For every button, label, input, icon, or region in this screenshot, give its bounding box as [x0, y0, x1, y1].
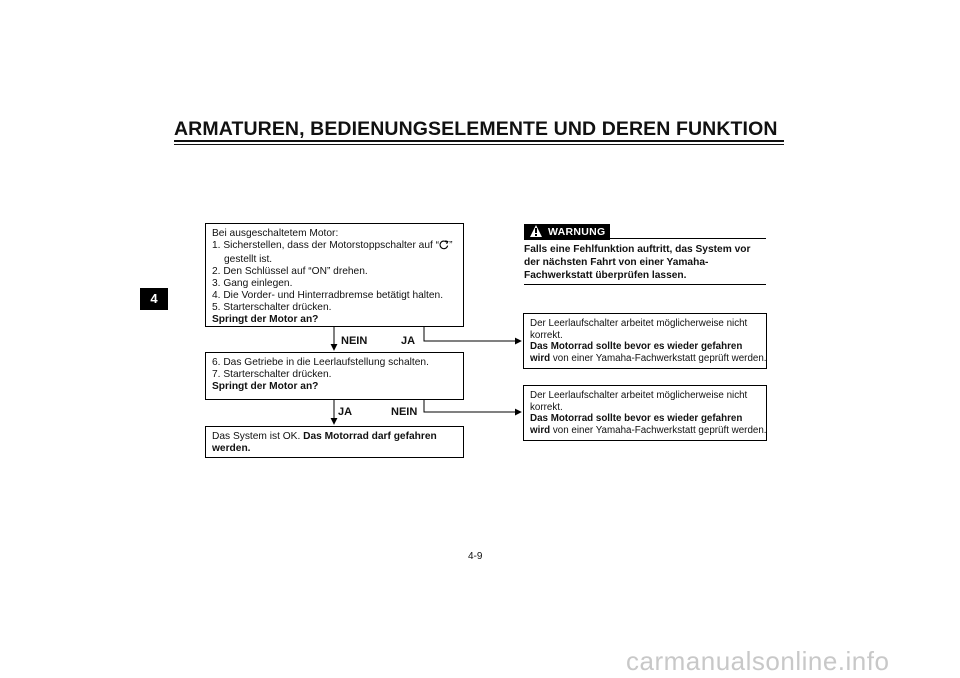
flow-box-system-ok — [205, 426, 464, 458]
box1-step1-cont: gestellt ist. — [224, 254, 273, 265]
branch1-ja-label: JA — [401, 335, 416, 347]
box2-step6: 6. Das Getriebe in die Leerlaufstellung schalten. — [212, 357, 429, 368]
result2-line2: korrekt. — [530, 401, 563, 413]
chapter-tab: 4 — [140, 288, 168, 310]
warning-rule-bottom — [524, 284, 766, 285]
result-box-2 — [523, 385, 767, 441]
branch1-nein-label: NEIN — [341, 335, 368, 347]
result2-line3: Das Motorrad sollte bevor es wieder gefahren — [530, 413, 743, 424]
flow-box-step6-7 — [205, 352, 464, 400]
arrow-box1-to-result1 — [424, 327, 521, 341]
result1-line3: Das Motorrad sollte bevor es wieder gefahren — [530, 341, 743, 352]
box2-step7: 7. Starterschalter drücken. — [212, 369, 332, 380]
watermark: carmanualsonline.info — [626, 646, 890, 676]
arrow-box2-to-result2 — [424, 400, 521, 412]
result1-line2: korrekt. — [530, 329, 563, 341]
box1-question: Springt der Motor an? — [212, 314, 319, 325]
box1-intro: Bei ausgeschaltetem Motor: — [212, 228, 339, 239]
result2-line1: Der Leerlaufschalter arbeitet möglicherweise nicht — [530, 390, 748, 401]
result-box-1 — [523, 313, 767, 369]
warning-rule-top — [610, 238, 766, 239]
warning-label: WARNUNG — [548, 226, 606, 238]
warning-text: Falls eine Fehlfunktion auftritt, das System vor der nächsten Fahrt von einer Yamaha-Fachwerkstatt überprüfen lassen. — [524, 244, 751, 281]
branch2-nein-label: NEIN — [391, 406, 418, 418]
box3-line2: werden. — [212, 443, 251, 454]
result2-line4: wird von einer Yamaha-Fachwerkstatt geprüft werden. — [530, 424, 767, 436]
box1-step4: 4. Die Vorder- und Hinterradbremse betätigt halten. — [212, 290, 444, 301]
engine-stop-switch-icon — [439, 240, 449, 254]
flow-box-step1-5 — [205, 223, 464, 327]
box1-step1: 1. Sicherstellen, dass der Motorstoppschalter auf “ ” — [212, 240, 457, 254]
box1-step2: 2. Den Schlüssel auf “ON” drehen. — [212, 266, 368, 277]
box1-step3: 3. Gang einlegen. — [212, 278, 293, 289]
result1-line4: wird von einer Yamaha-Fachwerkstatt geprüft werden. — [530, 352, 767, 364]
box1-step5: 5. Starterschalter drücken. — [212, 302, 332, 313]
result1-line1: Der Leerlaufschalter arbeitet möglicherweise nicht — [530, 318, 748, 329]
page-number: 4-9 — [468, 551, 483, 562]
warning-badge — [524, 224, 610, 240]
box2-question: Springt der Motor an? — [212, 381, 319, 392]
page-title: ARMATUREN, BEDIENUNGSELEMENTE UND DEREN FUNKTION — [174, 118, 778, 140]
branch2-ja-label: JA — [338, 406, 353, 418]
box3-line1: Das System ist OK. Das Motorrad darf gefahren — [212, 431, 437, 442]
